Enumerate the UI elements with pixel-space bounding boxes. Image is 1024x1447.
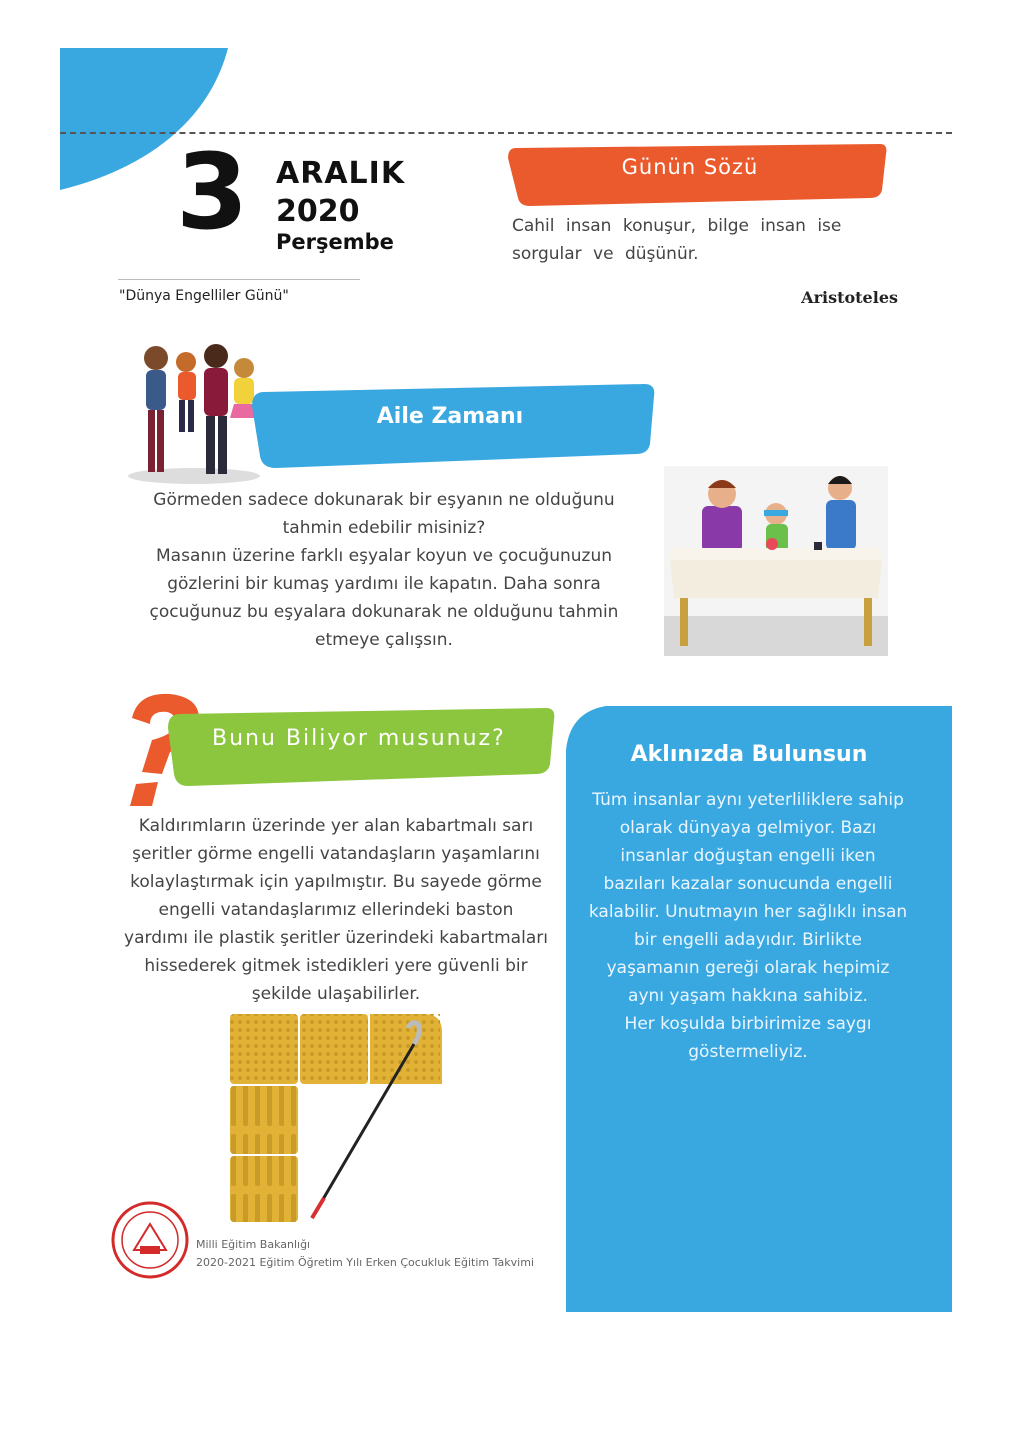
month-label: ARALIK <box>276 156 406 191</box>
tactile-paving-illustration <box>228 1010 444 1224</box>
keep-in-mind-paragraph-1: Tüm insanlar aynı yeterliliklere sahip olarak dünyaya gelmiyor. Bazı insanlar doğuştan engelli iken bazıları kazalar sonucunda engelli kalabilir. Unutmayın her sağlıklı insan bir engelli adayıdır. Birlikte yaşamanın gereği olarak hepimiz aynı yaşam hakkına sahibiz. <box>588 790 908 1006</box>
did-you-know-text: Kaldırımların üzerinde yer alan kabartmalı sarı şeritler görme engelli vatandaşların yaşamlarını kolaylaştırmak için yapılmıştır. Bu sayede görme engelli vatandaşlarımız ellerindeki baston yardımı ile plastik şeritler üzerindeki kabartmaları hissederek gitmek istedikleri yere güvenli bir şekilde ulaşabilirler. <box>124 816 548 1004</box>
footer-calendar: 2020-2021 Eğitim Öğretim Yılı Erken Çocukluk Eğitim Takvimi <box>196 1256 534 1269</box>
keep-in-mind-paragraph-2: Her koşulda birbirimize saygı göstermeliyiz. <box>624 1014 872 1062</box>
did-you-know-title: Bunu Biliyor musunuz? <box>212 726 506 751</box>
year-label: 2020 <box>276 194 360 229</box>
keep-in-mind-text <box>588 786 908 1066</box>
footer-ministry: Milli Eğitim Bakanlığı <box>196 1238 311 1251</box>
activity-paragraph-1: Görmeden sadece dokunarak bir eşyanın ne olduğunu tahmin edebilir misiniz? <box>153 490 615 538</box>
quote-text: Cahil insan konuşur, bilge insan ise sorgular ve düşünür. <box>512 216 842 264</box>
table-game-illustration <box>664 466 888 656</box>
special-day-label: "Dünya Engelliler Günü" <box>119 288 289 304</box>
quote-title: Günün Sözü <box>621 155 759 179</box>
family-time-title: Aile Zamanı <box>376 404 524 429</box>
keep-in-mind-title: Aklınızda Bulunsun <box>630 742 868 767</box>
family-activity-text <box>140 486 628 654</box>
activity-paragraph-2: Masanın üzerine farklı eşyalar koyun ve çocuğunuzun gözlerini bir kumaş yardımı ile kapatın. Daha sonra çocuğunuz bu eşyalara dokunarak ne olduğunu tahmin etmeye çalışsın. <box>149 546 619 650</box>
ministry-seal-logo <box>110 1200 190 1280</box>
weekday-label: Perşembe <box>276 230 394 254</box>
quote-author: Aristoteles <box>801 288 898 307</box>
date-underline <box>118 279 360 280</box>
family-illustration <box>124 338 264 484</box>
day-number: 3 <box>176 131 249 253</box>
